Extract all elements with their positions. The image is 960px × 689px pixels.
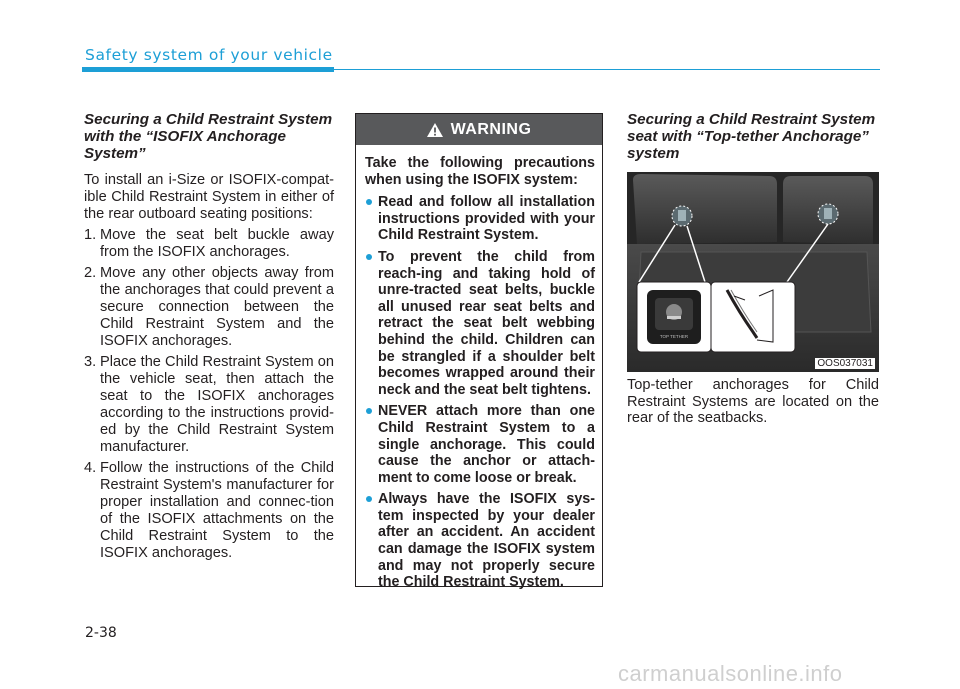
warning-title: WARNING [450, 120, 532, 138]
list-item [84, 265, 334, 350]
warning-header [356, 114, 602, 145]
section-title: Safety system of your vehicle [85, 46, 333, 64]
step-text: Place the Child Restraint System on the vehicle seat, then attach the seat to the ISOFIX anchorages according to the instructions provid-ed by the Child Restraint System manufacturer. [100, 354, 334, 455]
header-rule-thick [82, 67, 334, 72]
list-item [84, 227, 334, 261]
bullet-icon [366, 496, 372, 502]
step-text: Move any other objects away from the anchorages that could prevent a secure connection between the Child Restraint System and the ISOFIX anchorages. [100, 265, 334, 349]
step-number: 3. [84, 354, 97, 370]
list-item [365, 403, 595, 486]
bullet-icon [366, 254, 372, 260]
header-rule-thin [334, 69, 880, 70]
top-tether-description: Top-tether anchorages for Child Restraint Systems are located on the rear of the seatbacks. [627, 377, 879, 427]
warning-item-text: Read and follow all installation instructions provided with your Child Restraint System. [378, 194, 595, 244]
warning-box [355, 113, 603, 591]
cargo-area-photo [627, 172, 879, 372]
bullet-icon [366, 199, 372, 205]
warning-item-text: NEVER attach more than one Child Restraint System to a single anchorage. This could cause the anchor or attach-ment to come loose or break. [378, 403, 595, 486]
list-item [365, 194, 595, 244]
watermark-text: carmanualsonline.info [618, 661, 843, 686]
warning-item-text: Always have the ISOFIX sys-tem inspected by your dealer after an accident. An accident can damage the ISOFIX system and may not properly secure the Child Restraint System. [378, 491, 595, 591]
bullet-icon [366, 408, 372, 414]
right-column [627, 111, 879, 172]
inset-label: TOP TETHER [659, 334, 689, 339]
warning-list [365, 194, 595, 591]
page-number: 2-38 [85, 625, 117, 641]
warning-triangle-icon [427, 123, 443, 137]
step-text: Move the seat belt buckle away from the ISOFIX anchorages. [100, 227, 334, 260]
list-item [84, 354, 334, 456]
image-code: OOS037031 [817, 358, 873, 369]
top-tether-heading: Securing a Child Restraint System seat with “Top-tether Anchorage” system [627, 111, 876, 162]
step-text: Follow the instructions of the Child Restraint System's manufacturer for proper installation and connec-tion of the ISOFIX attachments on the Child Restraint System to the ISOFIX anchorages. [100, 460, 334, 561]
list-item [365, 249, 595, 398]
list-item [365, 491, 595, 591]
isofix-intro: To install an i-Size or ISOFIX-compat-ible Child Restraint System in either of the rear outboard seating positions: [84, 172, 334, 222]
isofix-heading: Securing a Child Restraint System with the “ISOFIX Anchorage System” [84, 111, 333, 162]
warning-body [356, 145, 602, 591]
list-item [84, 460, 334, 562]
warning-item-text: To prevent the child from reach-ing and taking hold of unre-tracted seat belts, buckle all unused rear seat belts and retract the seat belt webbing behind the child. Children can be strangled if a shoulder belt becomes wrapped around their neck and the seat belt tightens. [378, 248, 595, 398]
step-number: 2. [84, 265, 97, 281]
isofix-steps [84, 227, 334, 562]
left-column [84, 111, 334, 566]
cargo-area-illustration [627, 172, 879, 372]
warning-intro: Take the following precautions when using the ISOFIX system: [365, 155, 595, 188]
step-number: 4. [84, 460, 97, 476]
step-number: 1. [84, 227, 97, 243]
